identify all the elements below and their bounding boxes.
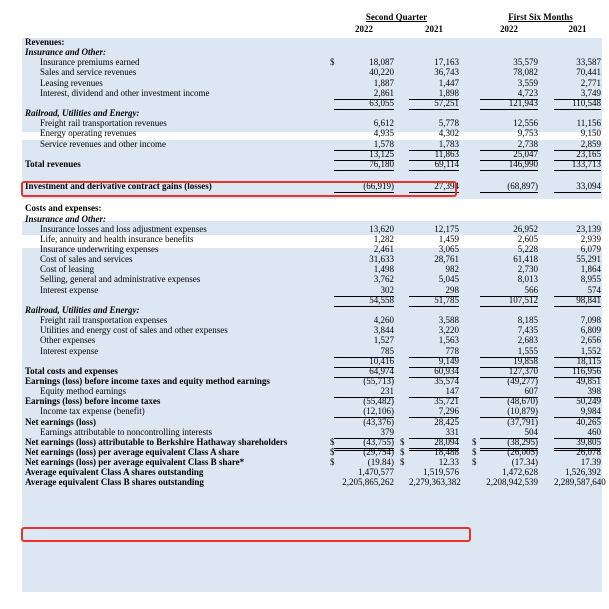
- value-cell: 23,165: [554, 149, 601, 161]
- value-cell: 3,762: [373, 274, 394, 285]
- value-cell: 61,418: [513, 254, 538, 265]
- value-cell: 1,887: [373, 77, 394, 88]
- value-cell: (19.84): [367, 457, 394, 468]
- dollar-sign: $: [400, 457, 405, 468]
- value-cell: 6,809: [580, 325, 601, 336]
- value-cell: (26,005): [507, 447, 538, 457]
- value-cell: 25,047: [480, 149, 538, 161]
- value-cell: (68,897): [480, 181, 538, 193]
- row-label: Net earnings (loss): [25, 416, 96, 427]
- value-cell: 504: [480, 427, 538, 439]
- row-label: Net earnings (loss) attributable to Berkshire Hathaway shareholders: [25, 436, 288, 447]
- row-label: Costs and expenses:: [25, 203, 102, 214]
- value-cell: 3,844: [373, 325, 394, 336]
- value-cell: 1,470,577: [358, 467, 394, 478]
- row-label: Sales and service revenues: [40, 67, 137, 78]
- value-cell: 12,175: [434, 223, 459, 234]
- value-cell: 26,078: [576, 447, 601, 457]
- row-label: Equity method earnings: [40, 386, 126, 397]
- header-year: 2021: [568, 24, 587, 34]
- value-cell: 13,125: [334, 149, 394, 161]
- value-cell: 9,149: [409, 356, 459, 368]
- value-cell: 147: [409, 386, 459, 398]
- row-label: Revenues:: [25, 37, 65, 47]
- value-cell: 55,291: [576, 254, 601, 265]
- row-label: Earnings (loss) before income taxes and equity method earnings: [25, 375, 270, 386]
- dollar-sign: $: [330, 436, 335, 447]
- value-cell: 1,447: [438, 77, 459, 88]
- dollar-sign: $: [472, 436, 477, 447]
- value-cell: 2,683: [517, 335, 538, 346]
- value-cell: 1,526,392: [565, 467, 601, 478]
- row-label: Insurance premiums earned: [40, 57, 140, 68]
- value-cell: 8,185: [517, 315, 538, 326]
- value-cell: 69,114: [409, 159, 459, 171]
- value-cell: 5,228: [517, 244, 538, 254]
- row-label: Average equivalent Class B shares outstanding: [25, 477, 204, 488]
- value-cell: 379: [334, 427, 394, 439]
- value-cell: 35,579: [513, 57, 538, 68]
- value-cell: 2,279,363,382: [409, 477, 461, 488]
- value-cell: (49,277): [507, 375, 538, 386]
- row-label: Other expenses: [40, 335, 96, 346]
- value-cell: 1,555: [480, 346, 538, 358]
- row-label: Leasing revenues: [40, 77, 103, 88]
- value-cell: 4,723: [480, 88, 538, 100]
- value-cell: 7,296: [409, 406, 459, 418]
- value-cell: 2,859: [554, 139, 601, 151]
- row-label: Insurance and Other:: [25, 47, 107, 58]
- value-cell: 28,094: [409, 437, 459, 451]
- value-cell: 23,139: [576, 223, 601, 234]
- table-row: [0, 477, 609, 488]
- value-cell: 17,163: [434, 57, 459, 68]
- value-cell: (48,670): [507, 396, 538, 407]
- table-row: [0, 159, 609, 170]
- row-label: Average equivalent Class A shares outstanding: [25, 467, 204, 478]
- value-cell: 127,370: [480, 366, 538, 378]
- row-band-shading: [22, 542, 602, 592]
- value-cell: 26,952: [513, 223, 538, 234]
- value-cell: 12,556: [513, 118, 538, 129]
- row-label: Cost of leasing: [40, 264, 94, 275]
- row-label: Earnings attributable to noncontrolling interests: [40, 426, 212, 437]
- value-cell: 3,749: [554, 88, 601, 100]
- value-cell: 28,425: [434, 416, 459, 427]
- value-cell: 27,394: [409, 181, 459, 193]
- value-cell: 8,955: [580, 274, 601, 285]
- value-cell: 50,249: [576, 396, 601, 407]
- value-cell: 2,771: [580, 77, 601, 88]
- value-cell: (66,919): [334, 181, 394, 193]
- highlight-total-revenues: [21, 181, 457, 197]
- value-cell: 1,459: [438, 233, 459, 244]
- value-cell: 116,956: [554, 366, 601, 378]
- dollar-sign: $: [400, 436, 405, 447]
- row-label: Freight rail transportation revenues: [40, 118, 167, 129]
- value-cell: 76,180: [334, 159, 394, 171]
- value-cell: 60,934: [409, 366, 459, 378]
- value-cell: 2,208,942,539: [486, 477, 538, 488]
- value-cell: 35,721: [434, 396, 459, 407]
- value-cell: 4,302: [438, 128, 459, 139]
- row-label: Energy operating revenues: [40, 128, 137, 139]
- value-cell: (38,295): [480, 437, 538, 451]
- dollar-sign: $: [330, 447, 335, 457]
- row-label: Interest expense: [40, 284, 99, 295]
- value-cell: 2,730: [517, 264, 538, 275]
- row-label: Total revenues: [25, 158, 81, 169]
- value-cell: 1,498: [373, 264, 394, 275]
- value-cell: (12,106): [334, 406, 394, 418]
- value-cell: 2,861: [334, 88, 394, 100]
- value-cell: (43,376): [363, 416, 394, 427]
- row-label: Net earnings (loss) per average equivalent Class A share: [25, 447, 240, 457]
- dollar-sign: $: [400, 447, 405, 457]
- value-cell: 1,783: [409, 139, 459, 151]
- value-cell: 49,851: [576, 375, 601, 386]
- row-label: Income tax expense (benefit): [40, 406, 145, 417]
- value-cell: 146,990: [480, 159, 538, 171]
- value-cell: 982: [445, 264, 459, 275]
- row-label: Earnings (loss) before income taxes: [25, 396, 161, 407]
- row-label: Investment and derivative contract gains (losses): [25, 181, 212, 192]
- value-cell: 13,620: [369, 223, 394, 234]
- value-cell: 9,984: [554, 406, 601, 418]
- value-cell: 1,282: [373, 233, 394, 244]
- row-label: Net earnings (loss) per average equivalent Class B share*: [25, 457, 245, 468]
- row-label: Utilities and energy cost of sales and other expenses: [40, 325, 228, 336]
- value-cell: 18,087: [369, 57, 394, 68]
- value-cell: 302: [334, 285, 394, 297]
- value-cell: 17.39: [580, 457, 601, 468]
- row-label: Life, annuity and health insurance benefits: [40, 233, 194, 244]
- value-cell: 1,552: [554, 346, 601, 358]
- row-label: Railroad, Utilities and Energy:: [25, 304, 140, 315]
- value-cell: 7,098: [580, 315, 601, 326]
- value-cell: 6,612: [373, 118, 394, 129]
- value-cell: 231: [334, 386, 394, 398]
- value-cell: 607: [480, 386, 538, 398]
- value-cell: 70,441: [576, 67, 601, 78]
- value-cell: 574: [554, 285, 601, 297]
- value-cell: 39,805: [554, 437, 601, 451]
- value-cell: 1,472,628: [502, 467, 538, 478]
- row-label: Insurance underwriting expenses: [40, 244, 159, 254]
- value-cell: 3,588: [438, 315, 459, 326]
- value-cell: 298: [409, 285, 459, 297]
- value-cell: 2,738: [480, 139, 538, 151]
- row-label: Interest, dividend and other investment income: [40, 87, 210, 98]
- value-cell: 398: [554, 386, 601, 398]
- value-cell: 2,289,587,640: [554, 477, 606, 488]
- value-cell: 78,082: [513, 67, 538, 78]
- dollar-sign: $: [330, 457, 335, 468]
- value-cell: 12.33: [438, 457, 459, 468]
- value-cell: 2,939: [580, 233, 601, 244]
- value-cell: 4,935: [373, 128, 394, 139]
- value-cell: 40,265: [576, 416, 601, 427]
- value-cell: 31,633: [369, 254, 394, 265]
- value-cell: 9,150: [580, 128, 601, 139]
- value-cell: 785: [334, 346, 394, 358]
- row-label: Cost of sales and services: [40, 254, 133, 265]
- highlight-net-earnings-berkshire: [21, 527, 471, 542]
- value-cell: 18,115: [554, 356, 601, 368]
- value-cell: 133,713: [554, 159, 601, 171]
- row-label: Interest expense: [40, 345, 99, 356]
- value-cell: 98,841: [554, 295, 601, 307]
- value-cell: 11,156: [576, 118, 601, 129]
- value-cell: 1,527: [373, 335, 394, 346]
- value-cell: 1,519,576: [423, 467, 459, 478]
- value-cell: (29,754): [363, 447, 394, 457]
- value-cell: 2,205,865,262: [342, 477, 394, 488]
- value-cell: 1,578: [334, 139, 394, 151]
- value-cell: 3,065: [438, 244, 459, 254]
- value-cell: 2,605: [517, 233, 538, 244]
- value-cell: 566: [480, 285, 538, 297]
- value-cell: 3,559: [517, 77, 538, 88]
- header-year: 2021: [425, 24, 443, 34]
- value-cell: 2,461: [373, 244, 394, 254]
- value-cell: 8,013: [517, 274, 538, 285]
- header-year: 2022: [500, 24, 518, 34]
- header-year: 2022: [355, 24, 373, 34]
- row-label: Total costs and expenses: [25, 365, 118, 376]
- value-cell: 1,898: [409, 88, 459, 100]
- value-cell: (55,482): [363, 396, 394, 407]
- value-cell: 36,743: [434, 67, 459, 78]
- value-cell: 5,778: [438, 118, 459, 129]
- value-cell: 778: [409, 346, 459, 358]
- value-cell: 57,251: [409, 98, 459, 110]
- value-cell: 9,753: [517, 128, 538, 139]
- row-label: Selling, general and administrative expenses: [40, 274, 201, 285]
- row-label: Insurance and Other:: [25, 213, 107, 224]
- value-cell: 4,260: [373, 315, 394, 326]
- header-group-second-quarter: Second Quarter: [365, 12, 428, 22]
- value-cell: 331: [409, 427, 459, 439]
- value-cell: 40,220: [369, 67, 394, 78]
- value-cell: 1,864: [580, 264, 601, 275]
- value-cell: 1,563: [438, 335, 459, 346]
- value-cell: 18,488: [434, 447, 459, 457]
- row-label: Railroad, Utilities and Energy:: [25, 108, 140, 119]
- value-cell: 28,761: [434, 254, 459, 265]
- value-cell: 6,079: [580, 244, 601, 254]
- value-cell: 460: [554, 427, 601, 439]
- value-cell: (55,713): [363, 375, 394, 386]
- value-cell: 11,863: [409, 149, 459, 161]
- dollar-sign: $: [330, 57, 335, 68]
- dollar-sign: $: [472, 457, 477, 468]
- value-cell: (43,755): [334, 437, 394, 451]
- value-cell: 3,220: [438, 325, 459, 336]
- value-cell: 64,974: [334, 366, 394, 378]
- value-cell: 121,943: [480, 98, 538, 110]
- row-label: Service revenues and other income: [40, 138, 166, 149]
- value-cell: 33,094: [554, 181, 601, 193]
- value-cell: 10,416: [334, 356, 394, 368]
- value-cell: 2,656: [580, 335, 601, 346]
- value-cell: 54,558: [334, 295, 394, 307]
- row-label: Insurance losses and loss adjustment expenses: [40, 223, 207, 234]
- value-cell: (17.34): [511, 457, 538, 468]
- value-cell: 110,548: [554, 98, 601, 110]
- dollar-sign: $: [472, 447, 477, 457]
- value-cell: 35,574: [434, 375, 459, 386]
- header-group-first-six-months: First Six Months: [508, 12, 573, 22]
- value-cell: 7,435: [517, 325, 538, 336]
- row-label: Freight rail transportation expenses: [40, 315, 168, 326]
- value-cell: 19,858: [480, 356, 538, 368]
- value-cell: (10,879): [480, 406, 538, 418]
- value-cell: (37,791): [507, 416, 538, 427]
- value-cell: 33,587: [576, 57, 601, 68]
- value-cell: 107,512: [480, 295, 538, 307]
- value-cell: 5,045: [438, 274, 459, 285]
- value-cell: 63,055: [334, 98, 394, 110]
- value-cell: 51,785: [409, 295, 459, 307]
